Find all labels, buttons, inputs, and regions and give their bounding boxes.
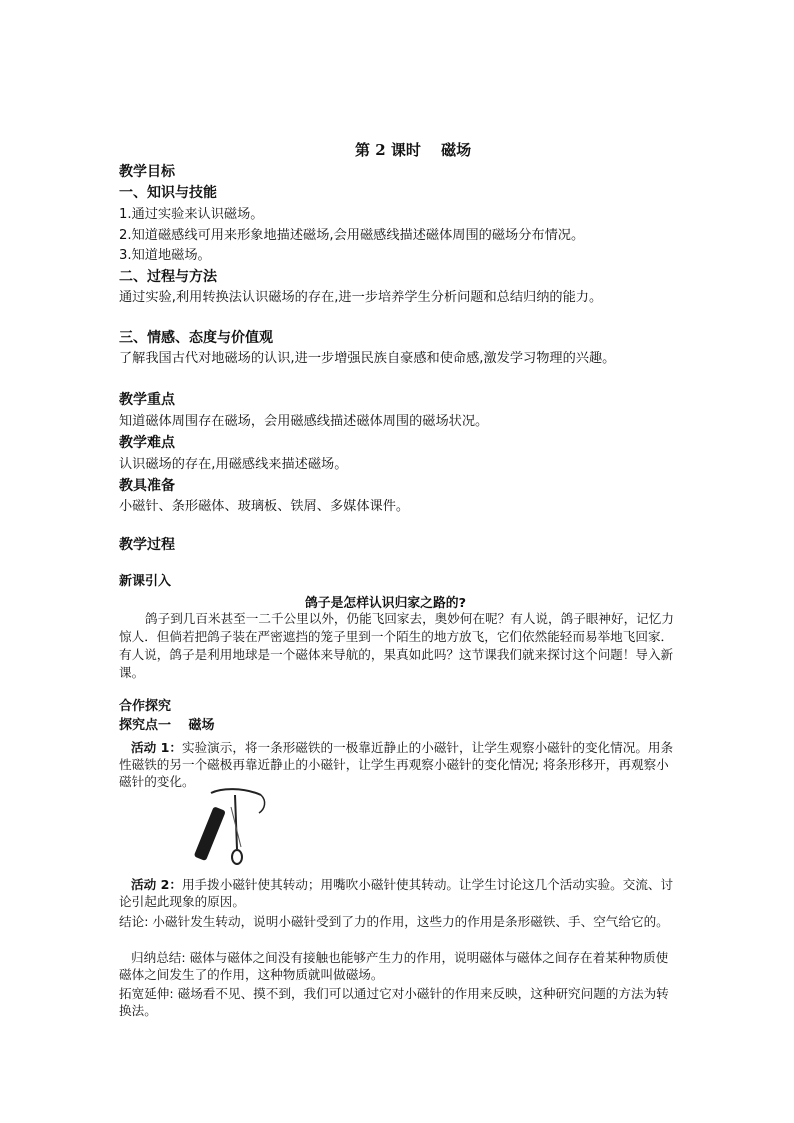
rotation-arrow	[259, 795, 265, 813]
conclusion-text: 结论: 小磁针发生转动，说明小磁针受到了力的作用，这些力的作用是条形磁铁、手、空气给它的。	[119, 914, 669, 929]
teaching-goals-heading: 教学目标	[119, 164, 175, 180]
knowledge-skills-heading: 一、知识与技能	[119, 185, 217, 201]
explore-point-heading: 探究点一 磁场	[119, 718, 215, 733]
magnet-experiment-figure	[191, 787, 271, 869]
activity-1-text: 实验演示，将一条形磁铁的一极靠近静止的小磁针，让学生观察小磁针的变化情况。用条性磁铁的另一个磁极再靠近静止的小磁针，让学生再观察小磁针的变化情况; 将条形移开，再观察小磁针的变化。	[119, 740, 674, 789]
goal-item-3: 3.知道地磁场。	[119, 248, 211, 263]
intro-heading: 新课引入	[119, 574, 172, 589]
equipment-heading: 教具准备	[119, 478, 175, 494]
key-points-heading: 教学重点	[119, 392, 175, 408]
lesson-title: 第 2 课时 磁场	[355, 141, 472, 159]
process-method-heading: 二、过程与方法	[119, 269, 217, 285]
activity-1-label: 活动 1：	[131, 740, 182, 755]
needle-pivot	[232, 850, 242, 864]
intro-paragraph: 鸽子到几百米甚至一二千公里以外，仍能飞回家去，奥妙何在呢？有人说，鸽子眼神好，记忆力惊人．但倘若把鸽子装在严密遮挡的笼子里到一个陌生的地方放飞，它们依然能轻而易举地飞回家．有人说，鸽子是利用地球是一个磁体来导航的，果真如此吗？这节课我们就来探讨这个问题！导入新课。	[119, 611, 674, 680]
bar-magnet	[194, 806, 226, 861]
key-points-text: 知道磁体周围存在磁场，会用磁感线描述磁体周围的磁场状况。	[119, 414, 489, 429]
difficulty-text: 认识磁场的存在,用磁感线来描述磁场。	[119, 457, 348, 472]
goal-item-1: 1.通过实验来认识磁场。	[119, 207, 264, 222]
activity-2-text: 用手拨小磁针使其转动；用嘴吹小磁针使其转动。让学生讨论这几个活动实验。交流、讨论引起此现象的原因。	[119, 877, 674, 909]
teaching-process-heading: 教学过程	[119, 537, 175, 553]
activity-2-label: 活动 2：	[131, 877, 182, 892]
goal-item-2: 2.知道磁感线可用来形象地描述磁场,会用磁感线描述磁体周围的磁场分布情况。	[119, 228, 585, 243]
process-method-text: 通过实验,利用转换法认识磁场的存在,进一步培养学生分析问题和总结归纳的能力。	[119, 290, 603, 305]
activity-1-paragraph	[119, 739, 679, 790]
summary-text: 归纳总结: 磁体与磁体之间没有接触也能够产生力的作用，说明磁体与磁体之间存在着某种物质使磁体之间发生了的作用，这种物质就叫做磁场。	[119, 950, 669, 982]
equipment-text: 小磁针、条形磁体、玻璃板、铁屑、多媒体课件。	[119, 499, 410, 514]
extension-text: 拓宽延伸: 磁场看不见、摸不到，我们可以通过它对小磁针的作用来反映，这种研究问题的方法为转换法。	[119, 986, 669, 1018]
attitude-heading: 三、情感、态度与价值观	[119, 330, 273, 346]
difficulty-heading: 教学难点	[119, 435, 175, 451]
needle-arm	[211, 789, 261, 795]
activity-2-paragraph	[119, 876, 679, 910]
cooperation-heading: 合作探究	[119, 699, 172, 714]
intro-title: 鸽子是怎样认识归家之路的?	[305, 596, 466, 611]
attitude-text: 了解我国古代对地磁场的认识,进一步增强民族自豪感和使命感,激发学习物理的兴趣。	[119, 351, 616, 366]
suspension-thread	[235, 795, 237, 849]
